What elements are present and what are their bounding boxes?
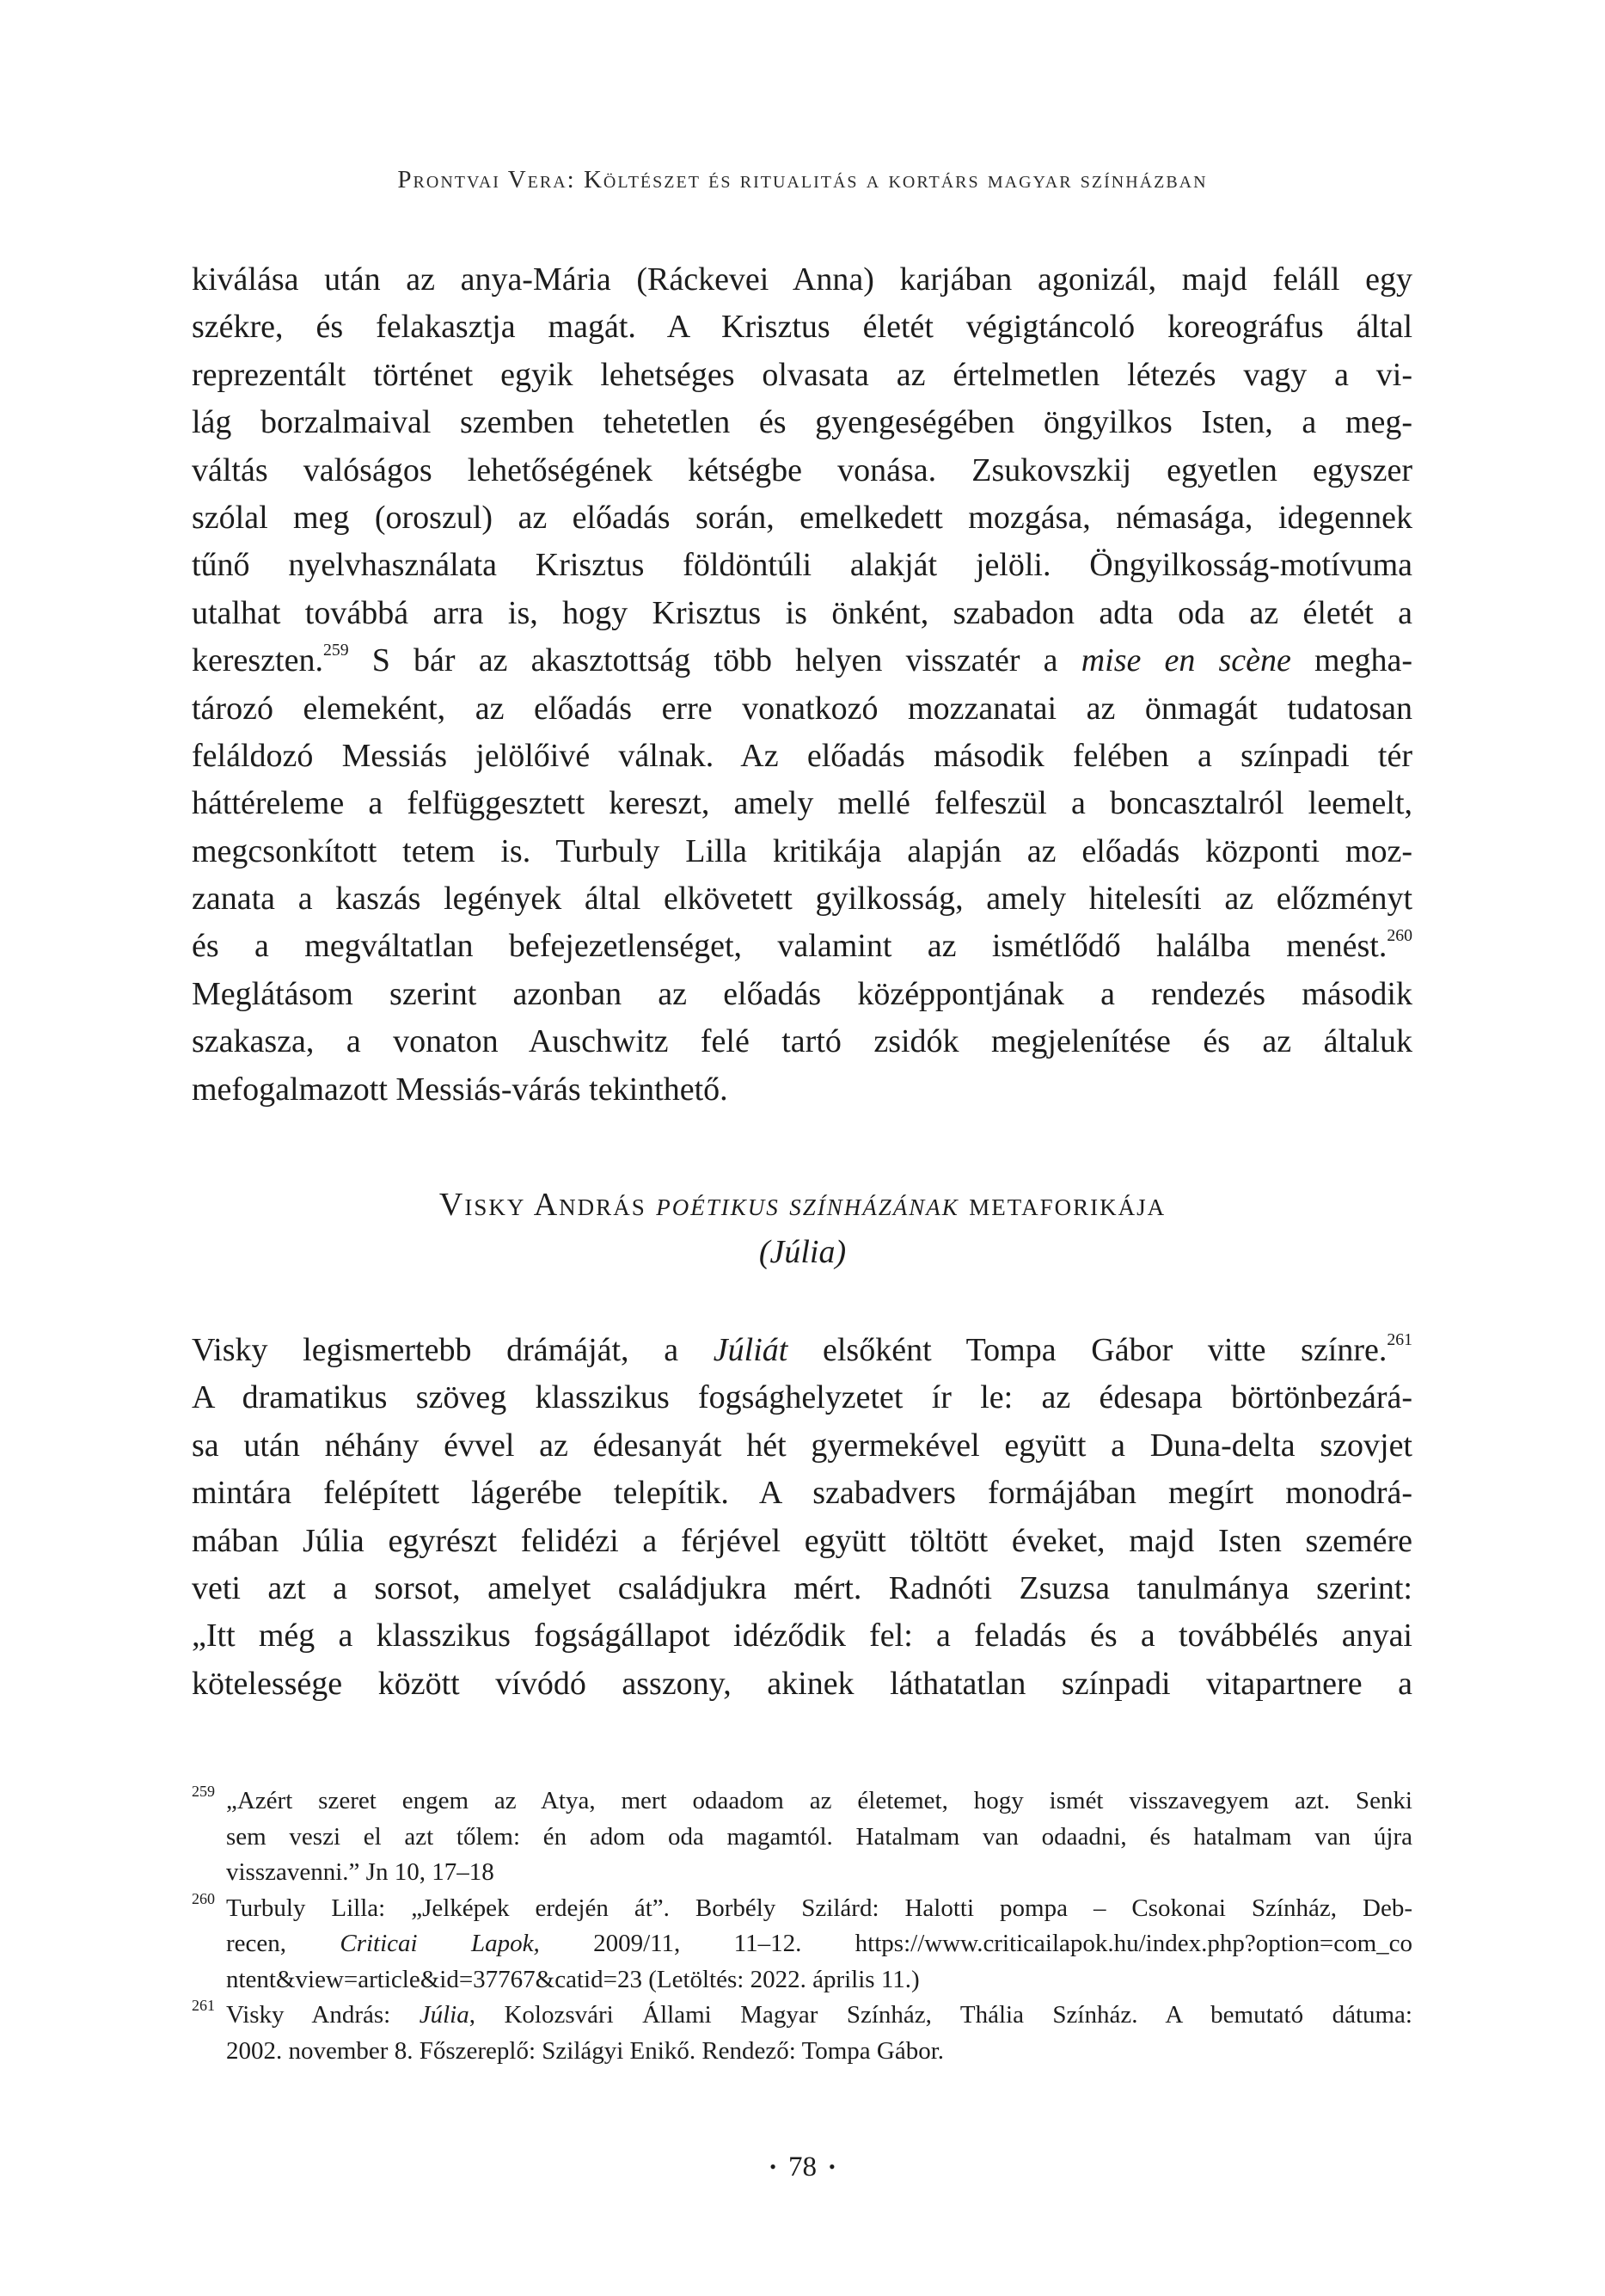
footnote-segment: recen, [226, 1930, 340, 1957]
footnote-number: 261 [192, 1997, 215, 2014]
footnote-line: sem veszi el azt tőlem: én adom oda magamtól. Hatalmam van odaadni, és hatalmam van újra [226, 1822, 1412, 1851]
footnote-segment: Visky András: [226, 2001, 420, 2029]
text-segment: kereszten. [192, 642, 323, 679]
text-line: váltás valóságos lehetőségének kétségbe vonása. Zsukovszkij egyetlen egyszer [192, 451, 1412, 488]
text-segment: és a megváltatlan befejezetlenséget, valamint az ismétlődő halálba menést. [192, 928, 1388, 965]
heading-segment: metaforikája [959, 1187, 1167, 1223]
text-line: mintára felépített lágerébe telepítik. A szabadvers formájában megírt monodrá- [192, 1475, 1412, 1512]
text-line: sa után néhány évvel az édesanyát hét gyermekével együtt a Duna-delta szovjet [192, 1427, 1412, 1464]
italic-term: mise en scène [1081, 642, 1291, 679]
text-line: „Itt még a klasszikus fogságállapot idéződik fel: a feladás és a továbbélés anyai [192, 1618, 1412, 1654]
paragraph-2 [192, 1327, 1412, 1708]
text-line: szólal meg (oroszul) az előadás során, emelkedett mozgása, némasága, idegennek [192, 499, 1412, 536]
text-line: szakasza, a vonaton Auschwitz felé tartó zsidók megjelenítése és az általuk [192, 1023, 1412, 1060]
text-line: veti azt a sorsot, amelyet családjukra mért. Radnóti Zsuzsa tanulmánya szerint: [192, 1569, 1412, 1606]
footnote-number: 259 [192, 1783, 215, 1800]
text-line: mefogalmazott Messiás-várás tekinthető. [192, 1071, 728, 1108]
footnote-261 [192, 1998, 1412, 2069]
text-line: tározó elemeként, az előadás erre vonatkozó mozzanatai az önmagát tudatosan [192, 690, 1412, 727]
footnote-line: 2002. november 8. Főszereplő: Szilágyi Enikő. Rendező: Tompa Gábor. [226, 2036, 945, 2065]
footnote-line [192, 1926, 1412, 1962]
heading-segment: Visky András [438, 1187, 657, 1223]
text-line: utalhat továbbá arra is, hogy Krisztus is önként, szabadon adta oda az életét a [192, 594, 1412, 631]
text-segment: megha- [1290, 642, 1412, 679]
footnote-line: Turbuly Lilla: „Jelképek erdején át”. Borbély Szilárd: Halotti pompa – Csokonai Színház, Deb- [226, 1894, 1412, 1922]
heading-italic-segment: poétikus színházának [656, 1187, 959, 1223]
text-segment: elsőként Tompa Gábor vitte színre. [787, 1332, 1388, 1368]
text-line: kötelessége között vívódó asszony, akinek láthatatlan színpadi vitapartnere a [192, 1665, 1412, 1702]
heading-line-1 [0, 1182, 1605, 1229]
bullet-icon: • [829, 2156, 836, 2177]
footnote-259 [192, 1783, 1412, 1891]
text-line [192, 637, 1412, 685]
text-segment: S bár az akasztottság több helyen visszatér a [348, 642, 1081, 679]
section-heading [0, 1182, 1605, 1276]
text-line: Meglátásom szerint azonban az előadás középpontjának a rendezés második [192, 975, 1412, 1012]
footnote-line: visszavenni.” Jn 10, 17–18 [226, 1858, 494, 1886]
text-line: megcsonkított tetem is. Turbuly Lilla kritikája alapján az előadás központi moz- [192, 832, 1412, 869]
footnote-line: ntent&view=article&id=37767&catid=23 (Letöltés: 2022. április 11.) [226, 1965, 920, 1993]
footnote-260 [192, 1891, 1412, 1998]
footnote-url-segment: 2009/11, 11–12. https://www.criticailapok.hu/index.php?option=com_co [539, 1930, 1412, 1957]
footnote-ref-259[interactable]: 259 [322, 641, 349, 660]
paragraph-1 [192, 256, 1412, 1114]
text-line: A dramatikus szöveg klasszikus fogsághelyzetet ír le: az édesapa börtönbezárá- [192, 1379, 1412, 1416]
footnote-ref-260[interactable]: 260 [1387, 926, 1412, 946]
footnotes [192, 1783, 1412, 2069]
text-line: tűnő nyelvhasználata Krisztus földöntúli alakját jelöli. Öngyilkosság-motívuma [192, 547, 1412, 584]
journal-title: Criticai Lapok, [340, 1930, 540, 1957]
page-number-value: 78 [788, 2152, 817, 2182]
italic-title: Júliát [713, 1332, 788, 1368]
footnote-line: „Azért szeret engem az Atya, mert odaadom az életemet, hogy ismét visszavegyem azt. Senki [226, 1787, 1412, 1814]
text-line: székre, és felakasztja magát. A Krisztus életét végigtáncoló koreográfus által [192, 309, 1412, 346]
page-number [0, 2152, 1605, 2183]
text-line: zanata a kaszás legények által elkövetett gyilkosság, amely hitelesíti az előzményt [192, 881, 1412, 918]
text-line: mában Júlia egyrészt felidézi a férjével együtt töltött éveket, majd Isten szemére [192, 1522, 1412, 1559]
footnote-line [192, 1998, 1412, 2034]
text-line: lág borzalmaival szemben tehetetlen és gyengeségében öngyilkos Isten, a meg- [192, 404, 1412, 441]
heading-line-2: (Júlia) [758, 1234, 847, 1270]
text-line: feláldozó Messiás jelölőivé válnak. Az előadás második felében a színpadi tér [192, 737, 1412, 774]
running-head: Prontvai Vera: Költészet és ritualitás a kortárs magyar színházban [397, 166, 1208, 193]
footnote-ref-261[interactable]: 261 [1387, 1330, 1412, 1350]
text-line [192, 1327, 1412, 1374]
text-line: kiválása után az anya-Mária (Ráckevei Anna) karjában agonizál, majd feláll egy [192, 261, 1412, 298]
text-line [192, 923, 1412, 970]
text-line: háttéreleme a felfüggesztett kereszt, amely mellé felfeszül a boncasztalról leemelt, [192, 785, 1412, 822]
bullet-icon: • [769, 2156, 776, 2177]
text-segment: Visky legismertebb drámáját, a [192, 1332, 714, 1368]
footnote-segment: , Kolozsvári Állami Magyar Színház, Thália Színház. A bemutató dátuma: [469, 2001, 1412, 2029]
text-line: reprezentált történet egyik lehetséges olvasata az értelmetlen létezés vagy a vi- [192, 356, 1412, 393]
footnote-number: 260 [192, 1889, 215, 1907]
play-title: Júlia [419, 2001, 469, 2029]
